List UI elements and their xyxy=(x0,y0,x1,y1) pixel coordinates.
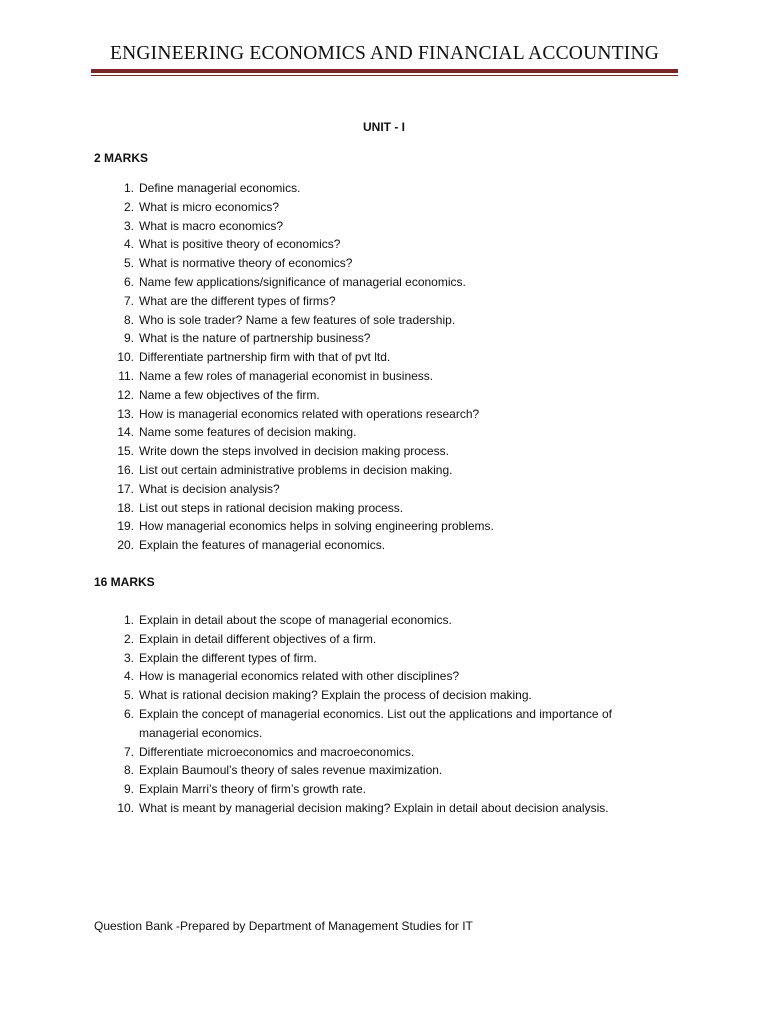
question-number: 9. xyxy=(123,331,134,346)
question-text: Explain the concept of managerial economics. List out the applications and importance of managerial economics. xyxy=(139,706,612,740)
question-item xyxy=(0,235,768,254)
document-title: ENGINEERING ECONOMICS AND FINANCIAL ACCOUNTING xyxy=(109,43,660,64)
question-number: 1. xyxy=(123,613,134,627)
question-number: 15. xyxy=(117,444,134,459)
question-text: What is positive theory of economics? xyxy=(139,237,341,252)
question-number: 10. xyxy=(117,350,134,365)
question-number: 17. xyxy=(117,481,134,496)
page-header xyxy=(91,41,678,81)
question-item xyxy=(0,649,768,668)
question-text: What is macro economics? xyxy=(139,218,284,233)
question-item xyxy=(0,780,768,799)
question-number: 11. xyxy=(118,368,134,383)
question-item xyxy=(0,423,768,442)
question-item xyxy=(0,179,768,198)
question-number: 10. xyxy=(117,800,134,815)
question-number: 18. xyxy=(117,500,134,515)
question-text: Name a few roles of managerial economist in business. xyxy=(139,368,434,383)
question-text: Write down the steps involved in decision making process. xyxy=(139,444,449,459)
question-text: Define managerial economics. xyxy=(139,181,301,195)
question-number: 4. xyxy=(123,669,134,684)
question-item xyxy=(0,686,768,705)
section-heading-16-marks: 16 MARKS xyxy=(94,575,155,589)
question-text: Explain in detail about the scope of managerial economics. xyxy=(139,613,452,627)
question-number: 16. xyxy=(117,462,134,477)
question-item xyxy=(0,761,768,780)
question-item xyxy=(0,329,768,348)
question-text: Who is sole trader? Name a few features of sole tradership. xyxy=(139,312,456,327)
question-list-2-marks xyxy=(0,179,768,555)
question-number: 6. xyxy=(123,274,134,289)
question-item xyxy=(0,348,768,367)
question-text: Explain the features of managerial economics. xyxy=(139,538,386,553)
question-item xyxy=(0,442,768,461)
question-item xyxy=(0,405,768,424)
question-list-16-marks xyxy=(0,611,768,818)
question-number: 5. xyxy=(123,256,134,271)
question-number: 14. xyxy=(117,425,134,440)
question-item xyxy=(0,667,768,686)
question-number: 8. xyxy=(123,763,134,778)
question-number: 6. xyxy=(123,706,134,721)
question-text: Differentiate microeconomics and macroeconomics. xyxy=(139,744,415,759)
question-number: 3. xyxy=(123,650,134,665)
question-text: What is the nature of partnership business? xyxy=(139,331,371,346)
question-text: Explain the different types of firm. xyxy=(139,650,317,665)
question-item xyxy=(0,217,768,236)
question-text: What is decision analysis? xyxy=(139,481,280,496)
question-text: Explain Baumoul’s theory of sales revenue maximization. xyxy=(139,763,443,778)
question-number: 8. xyxy=(123,312,134,327)
question-number: 13. xyxy=(117,406,134,421)
question-text: How is managerial economics related with other disciplines? xyxy=(139,669,460,684)
question-item xyxy=(0,292,768,311)
question-item xyxy=(0,705,768,743)
question-number: 20. xyxy=(117,538,134,553)
question-text: List out certain administrative problems in decision making. xyxy=(139,462,453,477)
question-text: How is managerial economics related with operations research? xyxy=(139,406,480,421)
question-text: Name a few objectives of the firm. xyxy=(139,387,320,402)
question-number: 5. xyxy=(123,688,134,703)
question-number: 1. xyxy=(123,181,134,195)
question-item xyxy=(0,611,768,630)
page-footer: Question Bank -Prepared by Department of Management Studies for IT xyxy=(94,919,473,933)
question-text: Explain Marri’s theory of firm’s growth rate. xyxy=(139,782,366,797)
question-text: Differentiate partnership firm with that of pvt ltd. xyxy=(139,350,391,365)
question-text: Name some features of decision making. xyxy=(139,425,357,440)
question-text: Explain in detail different objectives of a firm. xyxy=(139,631,377,646)
question-item xyxy=(0,273,768,292)
question-text: How managerial economics helps in solving engineering problems. xyxy=(139,519,494,534)
question-text: List out steps in rational decision making process. xyxy=(139,500,404,515)
question-number: 3. xyxy=(123,218,134,233)
question-item xyxy=(0,311,768,330)
question-item xyxy=(0,480,768,499)
question-number: 4. xyxy=(123,237,134,252)
question-text: What are the different types of firms? xyxy=(139,293,336,308)
question-number: 7. xyxy=(123,293,134,308)
question-number: 2. xyxy=(123,631,134,646)
question-number: 9. xyxy=(123,782,134,797)
question-item xyxy=(0,799,768,818)
question-number: 2. xyxy=(123,199,134,214)
question-item xyxy=(0,386,768,405)
question-item xyxy=(0,630,768,649)
question-text: What is rational decision making? Explain the process of decision making. xyxy=(139,688,532,703)
question-item xyxy=(0,367,768,386)
header-rule-thin xyxy=(91,75,678,76)
header-rule-thick xyxy=(91,69,678,73)
question-text: What is micro economics? xyxy=(139,199,280,214)
question-text: What is meant by managerial decision making? Explain in detail about decision analysis. xyxy=(139,800,609,815)
question-item xyxy=(0,461,768,480)
question-text: Name few applications/significance of managerial economics. xyxy=(139,274,466,289)
question-item xyxy=(0,254,768,273)
question-number: 7. xyxy=(123,744,134,759)
question-item xyxy=(0,517,768,536)
unit-heading: UNIT - I xyxy=(363,120,405,134)
question-text: What is normative theory of economics? xyxy=(139,256,353,271)
question-item xyxy=(0,536,768,555)
question-number: 12. xyxy=(117,387,134,402)
section-heading-2-marks: 2 MARKS xyxy=(94,151,149,165)
question-item xyxy=(0,198,768,217)
question-item xyxy=(0,743,768,762)
question-item xyxy=(0,499,768,518)
question-number: 19. xyxy=(117,519,134,534)
